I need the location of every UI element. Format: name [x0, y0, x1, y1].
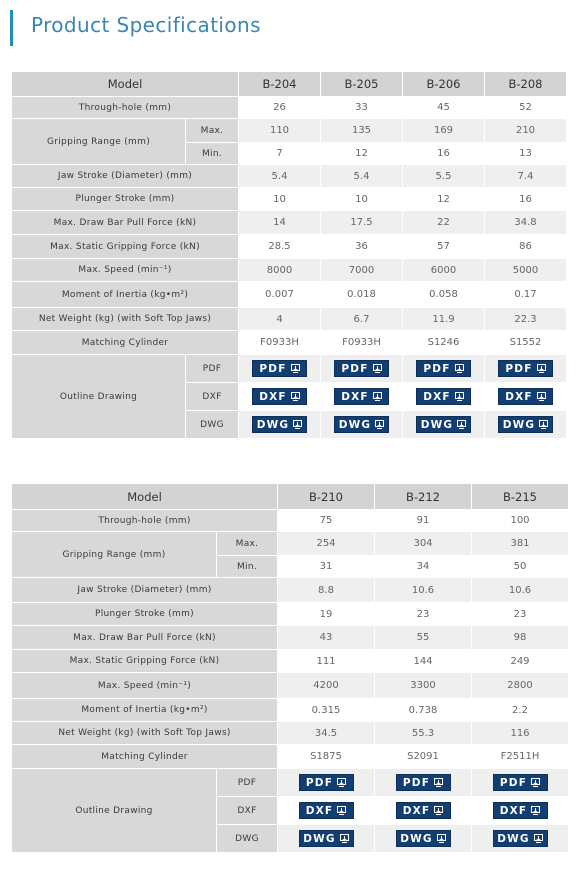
- table-cell: 8000: [239, 259, 321, 282]
- spec-row-plunger-stroke: [12, 188, 567, 211]
- table-cell: F0933H: [239, 331, 321, 355]
- table-cell: 98: [472, 626, 569, 650]
- button-label: DWG: [400, 832, 433, 845]
- dxf-download-button[interactable]: [299, 802, 354, 819]
- dxf-download-button[interactable]: [252, 388, 307, 405]
- table-cell: 55.3: [375, 722, 472, 745]
- table-cell: [278, 797, 375, 825]
- table-cell: [485, 355, 567, 383]
- spec-row-pdf: [12, 769, 569, 797]
- dwg-download-button[interactable]: [396, 830, 451, 847]
- button-label: DWG: [338, 418, 372, 431]
- download-icon: [337, 778, 346, 787]
- button-label: DXF: [305, 804, 334, 817]
- row-label: Max. Draw Bar Pull Force (kN): [12, 626, 278, 650]
- model-name: B-215: [472, 484, 569, 510]
- download-icon: [531, 778, 540, 787]
- pdf-download-button[interactable]: [493, 774, 548, 791]
- table-cell: 7.4: [485, 165, 567, 188]
- table-cell: 17.5: [321, 211, 403, 235]
- download-icon: [457, 420, 466, 429]
- spec-row-draw-bar: [12, 211, 567, 235]
- table-cell: [375, 769, 472, 797]
- row-label: Plunger Stroke (mm): [12, 603, 278, 626]
- table-cell: 3300: [375, 673, 472, 699]
- button-label: PDF: [341, 362, 369, 375]
- table-cell: 7: [239, 143, 321, 165]
- row-label: Max. Static Gripping Force (kN): [12, 235, 239, 259]
- dwg-download-button[interactable]: [252, 416, 307, 433]
- table-cell: 4: [239, 308, 321, 331]
- dxf-download-button[interactable]: [493, 802, 548, 819]
- download-icon: [434, 778, 443, 787]
- dwg-download-button[interactable]: [299, 830, 354, 847]
- sub-label: DWG: [186, 411, 239, 439]
- button-label: DWG: [303, 832, 336, 845]
- row-label: Net Weight (kg) (with Soft Top Jaws): [12, 722, 278, 745]
- download-icon: [531, 806, 540, 815]
- button-label: DXF: [505, 390, 533, 403]
- spec-row-draw-bar: [12, 626, 569, 650]
- table-cell: 169: [403, 119, 485, 143]
- table-cell: 43: [278, 626, 375, 650]
- table-cell: 86: [485, 235, 567, 259]
- download-icon: [455, 392, 464, 401]
- table-cell: [403, 383, 485, 411]
- table-cell: 34.5: [278, 722, 375, 745]
- table-cell: 34: [375, 556, 472, 578]
- table-cell: [485, 411, 567, 439]
- row-label: Matching Cylinder: [12, 331, 239, 355]
- download-icon: [537, 364, 546, 373]
- download-icon: [337, 806, 346, 815]
- table-cell: 111: [278, 650, 375, 673]
- table-cell: [472, 797, 569, 825]
- download-icon: [291, 364, 300, 373]
- table-cell: 0.17: [485, 282, 567, 308]
- button-label: DXF: [423, 390, 451, 403]
- sub-label: DXF: [186, 383, 239, 411]
- download-icon: [437, 834, 446, 843]
- table-cell: [472, 825, 569, 853]
- model-header: Model: [12, 484, 278, 510]
- download-icon: [434, 806, 443, 815]
- table-cell: [403, 411, 485, 439]
- table-cell: F2511H: [472, 745, 569, 769]
- pdf-download-button[interactable]: [334, 360, 389, 377]
- download-icon: [455, 364, 464, 373]
- row-label: Gripping Range (mm): [12, 532, 217, 578]
- button-label: DXF: [402, 804, 431, 817]
- spec-row-plunger-stroke: [12, 603, 569, 626]
- spec-row-through-hole: [12, 97, 567, 119]
- row-label: Max. Draw Bar Pull Force (kN): [12, 211, 239, 235]
- model-name: B-212: [375, 484, 472, 510]
- table-cell: 10: [321, 188, 403, 211]
- table-cell: 55: [375, 626, 472, 650]
- button-label: DXF: [499, 804, 528, 817]
- row-label: Gripping Range (mm): [12, 119, 186, 165]
- download-icon: [539, 420, 548, 429]
- sub-label: PDF: [217, 769, 278, 797]
- pdf-download-button[interactable]: [299, 774, 354, 791]
- row-label: Max. Speed (min⁻¹): [12, 673, 278, 699]
- spec-row-matching-cylinder: [12, 745, 569, 769]
- table-cell: [278, 825, 375, 853]
- model-name: B-205: [321, 72, 403, 97]
- button-label: DXF: [259, 390, 287, 403]
- table-cell: 116: [472, 722, 569, 745]
- table-cell: 23: [375, 603, 472, 626]
- row-label: Matching Cylinder: [12, 745, 278, 769]
- table-cell: 304: [375, 532, 472, 556]
- table-cell: S1875: [278, 745, 375, 769]
- table-cell: [472, 769, 569, 797]
- spec-row-net-weight: [12, 308, 567, 331]
- table-cell: [321, 411, 403, 439]
- table-cell: 5.4: [321, 165, 403, 188]
- table-cell: 8.8: [278, 578, 375, 603]
- table-cell: 50: [472, 556, 569, 578]
- table-cell: 5000: [485, 259, 567, 282]
- table-cell: S1552: [485, 331, 567, 355]
- table-cell: 2.2: [472, 699, 569, 722]
- download-icon: [340, 834, 349, 843]
- model-name: B-210: [278, 484, 375, 510]
- table-cell: 52: [485, 97, 567, 119]
- table-cell: 2800: [472, 673, 569, 699]
- sub-label: Min.: [217, 556, 278, 578]
- table-cell: [239, 355, 321, 383]
- button-label: PDF: [505, 362, 533, 375]
- table-cell: 23: [472, 603, 569, 626]
- spec-row-static-grip: [12, 235, 567, 259]
- table-cell: 5.5: [403, 165, 485, 188]
- table-cell: 19: [278, 603, 375, 626]
- row-label: Outline Drawing: [12, 355, 186, 439]
- table-cell: 91: [375, 510, 472, 532]
- table-cell: 381: [472, 532, 569, 556]
- row-label: Through-hole (mm): [12, 97, 239, 119]
- table-cell: 0.315: [278, 699, 375, 722]
- sub-label: Max.: [217, 532, 278, 556]
- table-cell: 36: [321, 235, 403, 259]
- pdf-download-button[interactable]: [252, 360, 307, 377]
- table-cell: [485, 383, 567, 411]
- spec-row-max-speed: [12, 259, 567, 282]
- table-cell: 249: [472, 650, 569, 673]
- table-cell: 0.738: [375, 699, 472, 722]
- spec-row-through-hole: [12, 510, 569, 532]
- table-cell: 4200: [278, 673, 375, 699]
- page-title: Product Specifications: [31, 13, 261, 37]
- table-cell: 34.8: [485, 211, 567, 235]
- spec-row-inertia: [12, 699, 569, 722]
- sub-label: Min.: [186, 143, 239, 165]
- button-label: PDF: [499, 776, 528, 789]
- row-label: Moment of Inertia (kg•m²): [12, 282, 239, 308]
- button-label: PDF: [402, 776, 431, 789]
- table-cell: 254: [278, 532, 375, 556]
- sub-label: DWG: [217, 825, 278, 853]
- table-cell: 144: [375, 650, 472, 673]
- table-cell: 33: [321, 97, 403, 119]
- button-label: DWG: [420, 418, 454, 431]
- row-label: Max. Speed (min⁻¹): [12, 259, 239, 282]
- table-cell: 22: [403, 211, 485, 235]
- button-label: DXF: [341, 390, 369, 403]
- table-cell: 5.4: [239, 165, 321, 188]
- spec-row-jaw-stroke: [12, 578, 569, 603]
- download-icon: [291, 392, 300, 401]
- table-cell: 13: [485, 143, 567, 165]
- table-cell: 16: [403, 143, 485, 165]
- table-cell: 110: [239, 119, 321, 143]
- dwg-download-button[interactable]: [493, 830, 548, 847]
- table-cell: 31: [278, 556, 375, 578]
- table-cell: 26: [239, 97, 321, 119]
- table-cell: [321, 355, 403, 383]
- spec-row-net-weight: [12, 722, 569, 745]
- table-cell: 28.5: [239, 235, 321, 259]
- sub-label: PDF: [186, 355, 239, 383]
- dxf-download-button[interactable]: [396, 802, 451, 819]
- table-cell: 57: [403, 235, 485, 259]
- sub-label: DXF: [217, 797, 278, 825]
- download-icon: [373, 392, 382, 401]
- row-label: Moment of Inertia (kg•m²): [12, 699, 278, 722]
- table-cell: 14: [239, 211, 321, 235]
- row-label: Jaw Stroke (Diameter) (mm): [12, 165, 239, 188]
- table-cell: S1246: [403, 331, 485, 355]
- spec-row-jaw-stroke: [12, 165, 567, 188]
- spec-table-1: [11, 71, 567, 439]
- sub-label: Max.: [186, 119, 239, 143]
- table-cell: [375, 797, 472, 825]
- table-cell: 100: [472, 510, 569, 532]
- download-icon: [375, 420, 384, 429]
- spec-row-matching-cylinder: [12, 331, 567, 355]
- row-label: Outline Drawing: [12, 769, 217, 853]
- dxf-download-button[interactable]: [498, 388, 553, 405]
- spec-row-max-speed: [12, 673, 569, 699]
- table-cell: 75: [278, 510, 375, 532]
- row-label: Max. Static Gripping Force (kN): [12, 650, 278, 673]
- table-cell: 0.058: [403, 282, 485, 308]
- table-cell: 135: [321, 119, 403, 143]
- table-cell: 6.7: [321, 308, 403, 331]
- button-label: DWG: [502, 418, 536, 431]
- model-header: Model: [12, 72, 239, 97]
- table-cell: 45: [403, 97, 485, 119]
- table-cell: 10: [239, 188, 321, 211]
- spec-table-2: [11, 483, 569, 853]
- table-cell: 11.9: [403, 308, 485, 331]
- pdf-download-button[interactable]: [416, 360, 471, 377]
- download-icon: [534, 834, 543, 843]
- row-label: Net Weight (kg) (with Soft Top Jaws): [12, 308, 239, 331]
- table-cell: [403, 355, 485, 383]
- table-cell: 10.6: [375, 578, 472, 603]
- table-cell: 22.3: [485, 308, 567, 331]
- download-icon: [373, 364, 382, 373]
- table-cell: 0.007: [239, 282, 321, 308]
- spec-row-grip-max: [12, 532, 569, 556]
- dwg-download-button[interactable]: [334, 416, 389, 433]
- dwg-download-button[interactable]: [498, 416, 553, 433]
- button-label: DWG: [256, 418, 290, 431]
- model-name: B-208: [485, 72, 567, 97]
- download-icon: [293, 420, 302, 429]
- model-name: B-204: [239, 72, 321, 97]
- spec-row-pdf: [12, 355, 567, 383]
- row-label: Jaw Stroke (Diameter) (mm): [12, 578, 278, 603]
- dxf-download-button[interactable]: [334, 388, 389, 405]
- button-label: PDF: [259, 362, 287, 375]
- table-cell: [321, 383, 403, 411]
- table-cell: S2091: [375, 745, 472, 769]
- pdf-download-button[interactable]: [498, 360, 553, 377]
- button-label: PDF: [423, 362, 451, 375]
- table-cell: 7000: [321, 259, 403, 282]
- table-cell: 12: [403, 188, 485, 211]
- table-cell: [239, 411, 321, 439]
- table-cell: 16: [485, 188, 567, 211]
- spec-row-static-grip: [12, 650, 569, 673]
- table-cell: [239, 383, 321, 411]
- spec-row-grip-max: [12, 119, 567, 143]
- table-cell: 12: [321, 143, 403, 165]
- spec-row-inertia: [12, 282, 567, 308]
- table-cell: 10.6: [472, 578, 569, 603]
- table-cell: 210: [485, 119, 567, 143]
- dxf-download-button[interactable]: [416, 388, 471, 405]
- table-cell: 0.018: [321, 282, 403, 308]
- button-label: DWG: [497, 832, 530, 845]
- button-label: PDF: [305, 776, 334, 789]
- table-cell: [278, 769, 375, 797]
- dwg-download-button[interactable]: [416, 416, 471, 433]
- download-icon: [537, 392, 546, 401]
- pdf-download-button[interactable]: [396, 774, 451, 791]
- model-name: B-206: [403, 72, 485, 97]
- table-cell: [375, 825, 472, 853]
- table-cell: 6000: [403, 259, 485, 282]
- table-cell: F0933H: [321, 331, 403, 355]
- row-label: Through-hole (mm): [12, 510, 278, 532]
- title-accent-bar: [10, 10, 13, 46]
- row-label: Plunger Stroke (mm): [12, 188, 239, 211]
